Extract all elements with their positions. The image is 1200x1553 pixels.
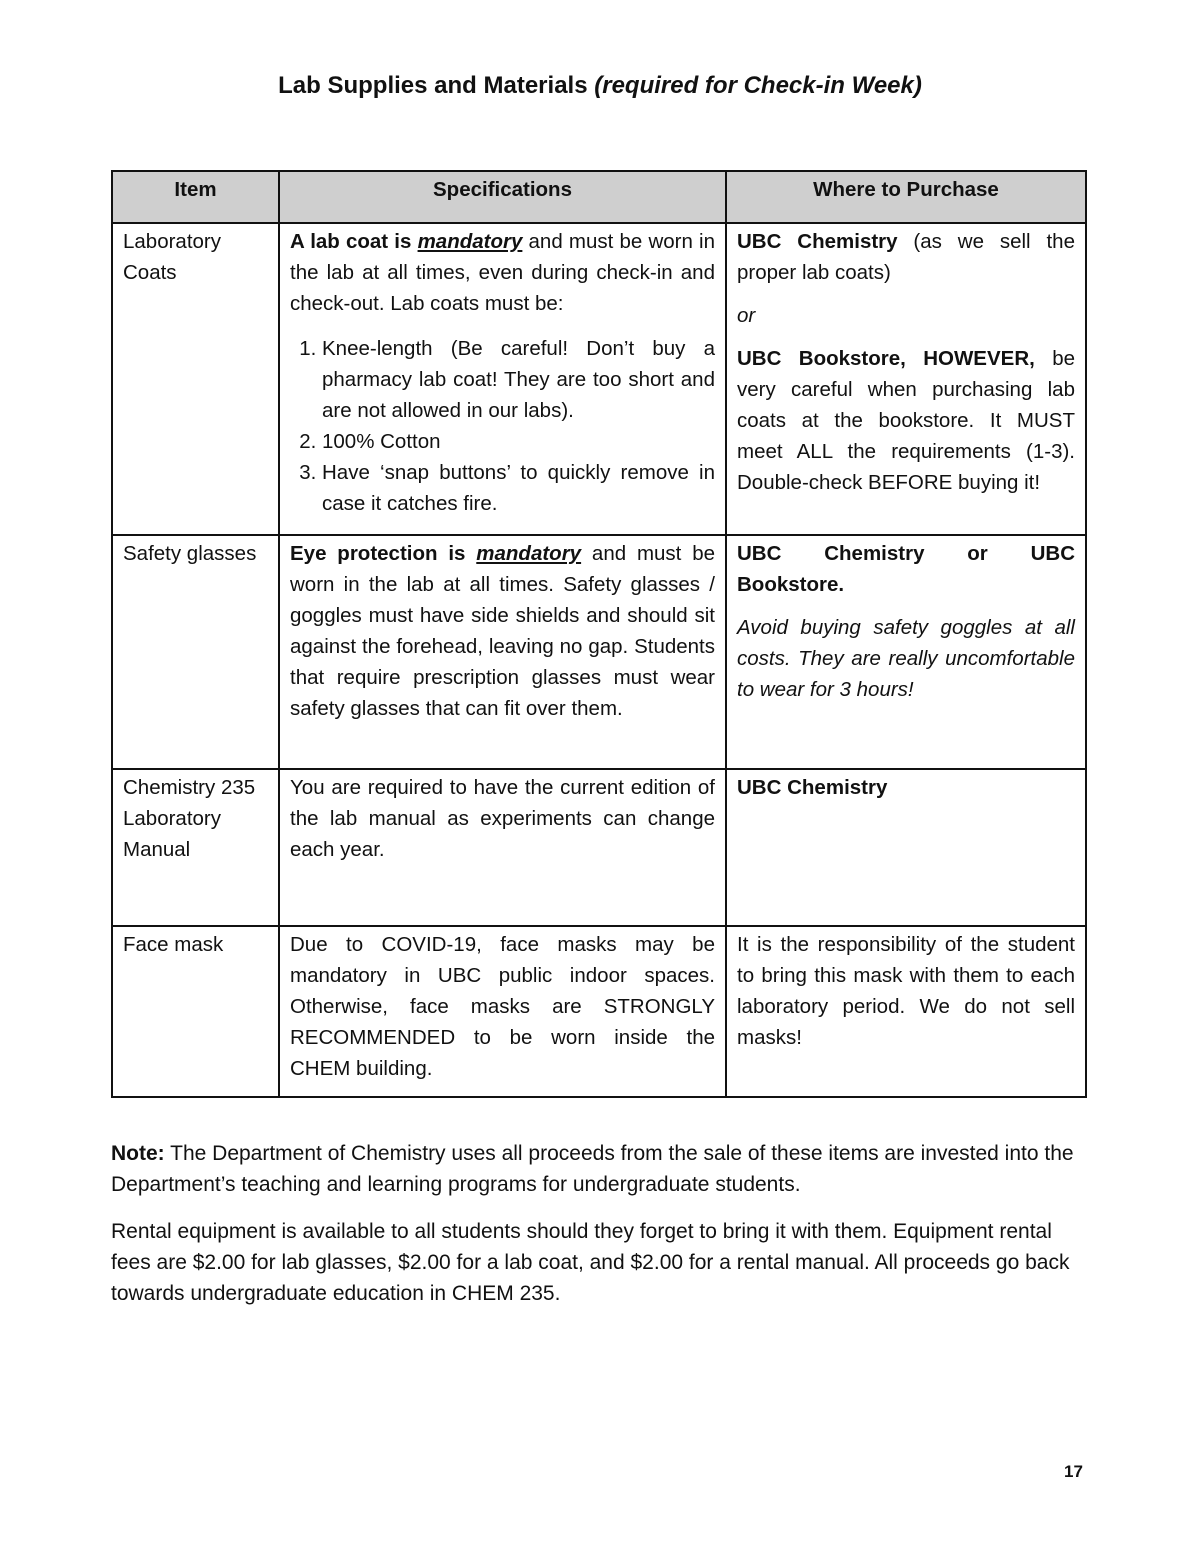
item-cell: Face mask [112,926,279,1097]
where-cell [726,223,1086,535]
where-cell: It is the responsibility of the student to bring this mask with them to each laboratory period. We do not sell masks! [726,926,1086,1097]
spec-cell [279,223,726,535]
spec-text: and must be worn in the lab at all times, even during check-in and check-out. Lab coats must be: [290,230,715,315]
note-label: Note: [111,1142,165,1165]
table-row-face-mask [112,926,1086,1097]
list-item: 1. Knee-length (Be careful! Don’t buy a pharmacy lab coat! They are too short and are not allowed in our labs). [322,333,715,426]
where-bold-2: UBC Bookstore, HOWEVER, [737,347,1035,370]
table-row-lab-manual [112,769,1086,926]
requirements-list [290,333,715,519]
where-cell [726,535,1086,769]
spec-bold: A lab coat is [290,230,418,253]
table-row-lab-coats [112,223,1086,535]
list-item: 2. 100% Cotton [322,426,715,457]
spec-cell: Due to COVID-19, face masks may be mandatory in UBC public indoor spaces. Otherwise, face masks are STRONGLY RECOMMENDED to be worn inside the CHEM building. [279,926,726,1097]
item-cell: Chemistry 235 Laboratory Manual [112,769,279,926]
item-cell: Laboratory Coats [112,223,279,535]
where-bold: UBC Chemistry or UBC Bookstore. [737,542,1075,596]
mandatory-emphasis: mandatory [476,542,582,565]
header-item: Item [112,171,279,223]
note-text: The Department of Chemistry uses all proceeds from the sale of these items are invested into the Department’s teaching and learning programs for undergraduate students. [111,1142,1074,1196]
rental-paragraph: Rental equipment is available to all students should they forget to bring it with them. Equipment rental fees are $2.00 for lab glasses, $2.00 for a lab coat, and $2.00 for a rental manual. All proceeds go back towards undergraduate education in CHEM 235. [111,1220,1070,1305]
where-bold: UBC Chemistry [737,230,898,253]
page-title [0,72,1200,100]
supplies-table [111,170,1087,1098]
header-where-to-purchase: Where to Purchase [726,171,1086,223]
list-item: 3. Have ‘snap buttons’ to quickly remove in case it catches fire. [322,457,715,519]
spec-cell: You are required to have the current edition of the lab manual as experiments can change each year. [279,769,726,926]
table-header-row [112,171,1086,223]
mandatory-emphasis: mandatory [417,230,523,253]
table-row-safety-glasses [112,535,1086,769]
where-italic: Avoid buying safety goggles at all costs. They are really uncomfortable to wear for 3 hours! [737,616,1075,701]
notes-section [111,1138,1087,1325]
title-parenthetical: (required for Check-in Week) [594,72,922,99]
spec-bold: Eye protection is [290,542,477,565]
item-cell: Safety glasses [112,535,279,769]
where-or: or [737,304,756,327]
note-paragraph [111,1138,1087,1200]
spec-text: and must be worn in the lab at all times. Safety glasses / goggles must have side shields and should sit against the forehead, leaving no gap. Students that require prescription glasses must wear safety glasses that can fit over them. [290,542,716,720]
header-specifications: Specifications [279,171,726,223]
spec-cell [279,535,726,769]
title-main: Lab Supplies and Materials [278,72,588,99]
where-text: (as we sell the proper lab coats) [737,230,1075,284]
where-bold: UBC Chemistry [737,776,888,799]
where-text-2: be very careful when purchasing lab coats at the bookstore. It MUST meet ALL the requirements (1-3). Double-check BEFORE buying it! [737,347,1076,494]
where-cell [726,769,1086,926]
page-number: 17 [1064,1462,1083,1481]
